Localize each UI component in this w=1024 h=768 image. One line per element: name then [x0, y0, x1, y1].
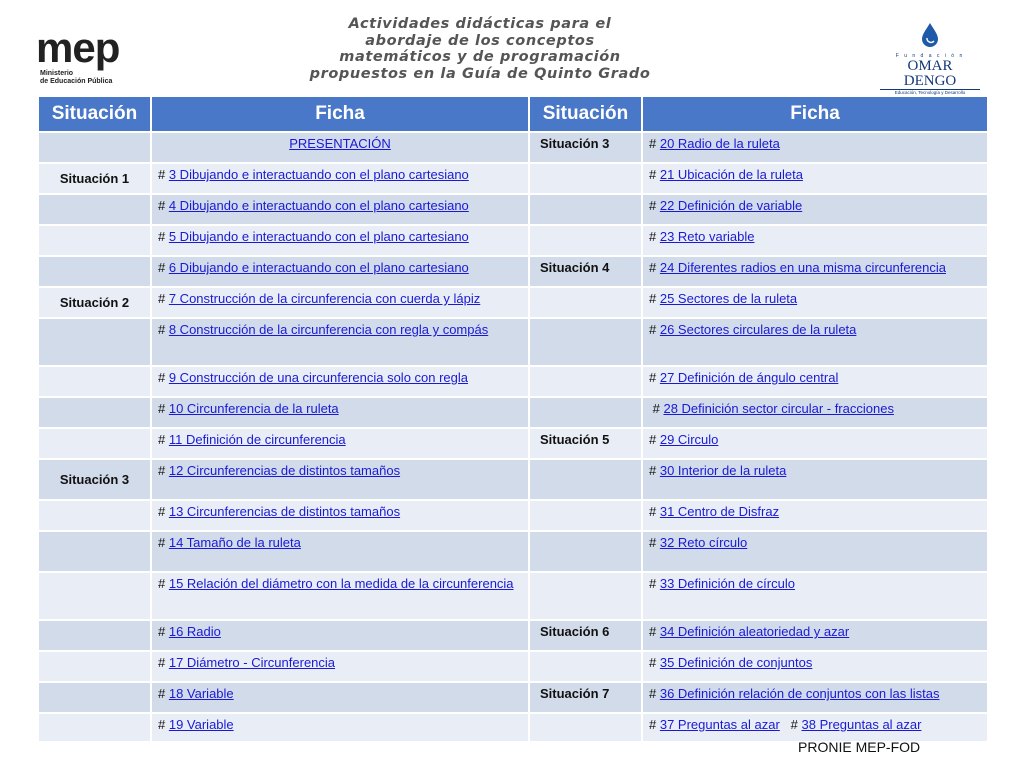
table-row [38, 194, 988, 225]
situacion-cell: Situación 6 [529, 620, 642, 651]
ficha-prefix: # [158, 624, 169, 639]
table-row [38, 397, 988, 428]
situacion-cell [38, 682, 151, 713]
table-row [38, 651, 988, 682]
ficha-cell [151, 682, 529, 713]
ficha-link[interactable]: 28 Definición sector circular - fracciones [663, 401, 894, 416]
situacion-cell [38, 132, 151, 163]
ficha-cell [642, 163, 988, 194]
mep-logo [36, 24, 146, 88]
ficha-prefix: # [649, 136, 660, 151]
ficha-cell [151, 132, 529, 163]
ficha-cell [642, 256, 988, 287]
ficha-link[interactable]: 18 Variable [168, 686, 234, 701]
ficha-cell [642, 225, 988, 256]
ficha-prefix: # [779, 717, 802, 732]
header-ficha: Ficha [151, 96, 529, 132]
situacion-cell [38, 651, 151, 682]
table-row [38, 713, 988, 742]
ficha-prefix: # [649, 576, 660, 591]
situacion-cell [38, 428, 151, 459]
table-row [38, 366, 988, 397]
footer-credit: PRONIE MEP-FOD [798, 739, 921, 755]
situacion-cell [38, 225, 151, 256]
ficha-cell [642, 620, 988, 651]
fod-logo-fund: F u n d a c i ó n [895, 53, 965, 59]
ficha-link[interactable]: 27 Definición de ángulo central [659, 370, 839, 385]
ficha-link[interactable]: 31 Centro de Disfraz [659, 504, 780, 519]
situacion-cell: Situación 1 [38, 163, 151, 194]
table-row [38, 459, 988, 500]
ficha-cell [151, 318, 529, 366]
ficha-cell [642, 713, 988, 742]
table-row [38, 318, 988, 366]
situacion-cell [38, 500, 151, 531]
header-situacion: Situación [38, 96, 151, 132]
table-row [38, 428, 988, 459]
table-row [38, 132, 988, 163]
situacion-cell: Situación 3 [38, 459, 151, 500]
ficha-cell [151, 620, 529, 651]
ficha-cell [642, 287, 988, 318]
mep-logo-word: mep [36, 24, 120, 71]
ficha-link[interactable]: 21 Ubicación de la ruleta [659, 167, 803, 182]
page-title [230, 16, 730, 82]
situacion-cell [529, 459, 642, 500]
ficha-prefix: # [158, 370, 169, 385]
ficha-link[interactable]: 29 Circulo [659, 432, 719, 447]
situacion-cell [529, 287, 642, 318]
situacion-cell [529, 500, 642, 531]
table-row [38, 500, 988, 531]
header-situacion: Situación [529, 96, 642, 132]
situacion-cell [38, 366, 151, 397]
ficha-cell [642, 459, 988, 500]
situacion-cell [529, 531, 642, 572]
ficha-link[interactable]: 19 Variable [168, 717, 234, 732]
ficha-link[interactable]: 14 Tamaño de la ruleta [168, 535, 301, 550]
ficha-cell [151, 397, 529, 428]
ficha-prefix: # [649, 260, 660, 275]
ficha-prefix: # [158, 686, 169, 701]
ficha-link[interactable]: 12 Circunferencias de distintos tamaños [168, 463, 401, 478]
table-row [38, 572, 988, 620]
situacion-cell [529, 651, 642, 682]
ficha-prefix: # [649, 322, 660, 337]
situacion-cell: Situación 5 [529, 428, 642, 459]
ficha-cell [642, 572, 988, 620]
ficha-link[interactable]: 3 Dibujando e interactuando con el plano cartesiano [168, 167, 469, 182]
ficha-cell [151, 713, 529, 742]
situacion-cell [529, 366, 642, 397]
table-body [38, 132, 988, 742]
situacion-cell [38, 256, 151, 287]
ficha-link[interactable]: 11 Definición de circunferencia [168, 432, 346, 447]
ficha-link[interactable]: 35 Definición de conjuntos [659, 655, 813, 670]
ficha-link[interactable]: 34 Definición aleatoriedad y azar [659, 624, 850, 639]
ficha-cell [642, 194, 988, 225]
ficha-cell [151, 428, 529, 459]
ficha-link[interactable]: 5 Dibujando e interactuando con el plano cartesiano [168, 229, 469, 244]
ficha-prefix: # [649, 624, 660, 639]
mep-logo-sub-line2: de Educación Pública [40, 78, 113, 85]
table-row [38, 163, 988, 194]
ficha-cell [642, 651, 988, 682]
situacion-cell [38, 194, 151, 225]
situacion-cell [529, 572, 642, 620]
situacion-cell [529, 318, 642, 366]
situacion-cell: Situación 3 [529, 132, 642, 163]
ficha-link[interactable]: 13 Circunferencias de distintos tamaños [168, 504, 401, 519]
fod-logo-tag: Educación, Tecnología y Desarrollo [894, 90, 966, 95]
ficha-prefix: # [158, 535, 169, 550]
situacion-cell [529, 194, 642, 225]
ficha-prefix: # [158, 655, 169, 670]
ficha-prefix: # [649, 167, 660, 182]
title-line: propuestos en la Guía de Quinto Grado [309, 65, 651, 82]
ficha-prefix: # [158, 291, 169, 306]
ficha-link[interactable]: 30 Interior de la ruleta [659, 463, 787, 478]
ficha-prefix: # [649, 504, 660, 519]
ficha-link[interactable]: 33 Definición de círculo [659, 576, 795, 591]
ficha-prefix: # [158, 167, 169, 182]
title-line: matemáticos y de programación [339, 49, 621, 65]
situacion-cell [38, 397, 151, 428]
ficha-prefix: # [158, 322, 169, 337]
ficha-link[interactable]: 9 Construcción de una circunferencia solo con regla [168, 370, 469, 385]
ficha-link[interactable]: 32 Reto círculo [659, 535, 748, 550]
ficha-cell [642, 682, 988, 713]
ficha-cell [151, 572, 529, 620]
fod-drop-icon [919, 22, 941, 48]
ficha-link[interactable]: 7 Construcción de la circunferencia con cuerda y lápiz [168, 291, 481, 306]
ficha-prefix: # [158, 198, 169, 213]
ficha-link[interactable]: 23 Reto variable [659, 229, 755, 244]
ficha-cell [151, 287, 529, 318]
ficha-prefix: # [158, 260, 169, 275]
table-row [38, 287, 988, 318]
header-ficha: Ficha [642, 96, 988, 132]
ficha-prefix: # [649, 291, 660, 306]
ficha-link[interactable]: 10 Circunferencia de la ruleta [168, 401, 339, 416]
ficha-link[interactable]: 24 Diferentes radios en una misma circunferencia [659, 260, 946, 275]
ficha-prefix: # [158, 463, 169, 478]
table-row [38, 682, 988, 713]
table-row [38, 531, 988, 572]
ficha-prefix: # [158, 432, 169, 447]
ficha-prefix: # [158, 229, 169, 244]
situacion-cell [529, 397, 642, 428]
table-header-row [38, 96, 988, 132]
ficha-cell [642, 500, 988, 531]
ficha-prefix: # [649, 198, 660, 213]
ficha-cell [642, 366, 988, 397]
ficha-link[interactable]: 4 Dibujando e interactuando con el plano cartesiano [168, 198, 469, 213]
title-line: Actividades didácticas para el [348, 16, 612, 32]
ficha-prefix: # [158, 401, 169, 416]
ficha-link[interactable]: 8 Construcción de la circunferencia con regla y compás [168, 322, 489, 337]
situacion-cell [38, 620, 151, 651]
situacion-cell [529, 713, 642, 742]
ficha-cell [642, 531, 988, 572]
table-row [38, 620, 988, 651]
situacion-cell: Situación 4 [529, 256, 642, 287]
ficha-prefix: # [649, 686, 660, 701]
ficha-link[interactable]: 6 Dibujando e interactuando con el plano cartesiano [168, 260, 469, 275]
situacion-cell [38, 318, 151, 366]
situacion-cell [38, 572, 151, 620]
situacion-cell [529, 163, 642, 194]
ficha-cell [151, 256, 529, 287]
ficha-link[interactable]: 37 Preguntas al azar [659, 717, 780, 732]
ficha-cell [642, 428, 988, 459]
ficha-cell [151, 225, 529, 256]
ficha-prefix: # [158, 504, 169, 519]
ficha-cell [642, 132, 988, 163]
situacion-cell [38, 713, 151, 742]
ficha-prefix: # [649, 229, 660, 244]
ficha-link[interactable]: 26 Sectores circulares de la ruleta [659, 322, 857, 337]
ficha-cell [151, 366, 529, 397]
ficha-link[interactable]: 22 Definición de variable [659, 198, 803, 213]
ficha-prefix: # [649, 370, 660, 385]
fod-logo [880, 22, 980, 95]
fod-logo-name: OMAR DENGO [880, 59, 980, 90]
situacion-cell: Situación 2 [38, 287, 151, 318]
ficha-cell [151, 500, 529, 531]
ficha-prefix: # [649, 717, 660, 732]
ficha-cell [151, 163, 529, 194]
ficha-link[interactable]: 15 Relación del diámetro con la medida de la circunferencia [168, 576, 514, 591]
situacion-cell [529, 225, 642, 256]
table-row [38, 256, 988, 287]
ficha-link[interactable]: 20 Radio de la ruleta [659, 136, 780, 151]
activities-table [37, 95, 989, 743]
mep-logo-sub-line1: Ministerio [40, 70, 74, 77]
ficha-link[interactable]: 17 Diámetro - Circunferencia [168, 655, 336, 670]
situacion-cell [38, 531, 151, 572]
ficha-cell [151, 459, 529, 500]
table-row [38, 225, 988, 256]
ficha-prefix: # [158, 576, 169, 591]
mep-logo-subtitle [40, 70, 112, 86]
ficha-link[interactable]: 16 Radio [168, 624, 221, 639]
ficha-prefix: # [649, 655, 660, 670]
ficha-cell [642, 397, 988, 428]
ficha-cell [151, 531, 529, 572]
ficha-link[interactable]: PRESENTACIÓN [289, 136, 391, 151]
ficha-link[interactable]: 36 Definición relación de conjuntos con las listas [659, 686, 940, 701]
ficha-prefix: # [649, 432, 660, 447]
ficha-prefix: # [158, 717, 169, 732]
ficha-prefix: # [649, 535, 660, 550]
ficha-prefix: # [649, 463, 660, 478]
ficha-prefix: # [649, 401, 664, 416]
situacion-cell: Situación 7 [529, 682, 642, 713]
ficha-link[interactable]: 38 Preguntas al azar [801, 717, 922, 732]
ficha-cell [642, 318, 988, 366]
title-line: abordaje de los conceptos [365, 32, 595, 49]
ficha-cell [151, 194, 529, 225]
ficha-cell [151, 651, 529, 682]
ficha-link[interactable]: 25 Sectores de la ruleta [659, 291, 798, 306]
